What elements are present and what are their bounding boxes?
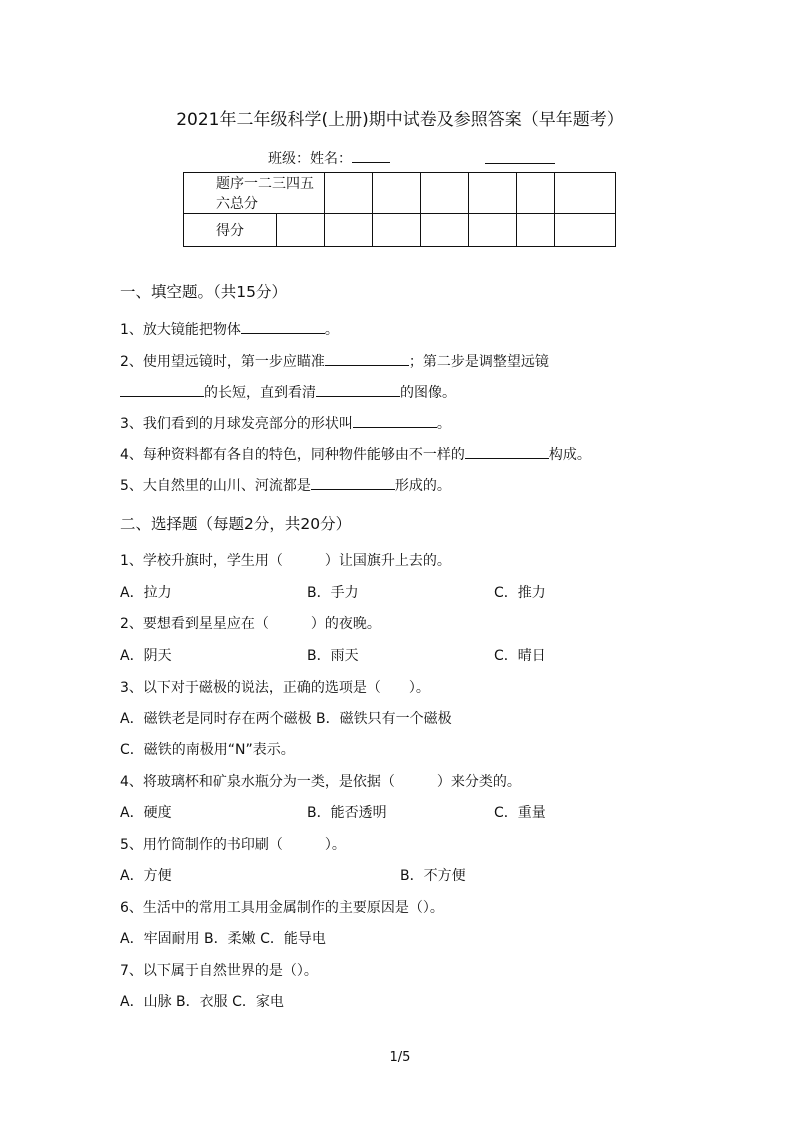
score-input-cell[interactable] bbox=[373, 214, 421, 247]
question-text: 3、我们看到的月球发亮部分的形状叫 bbox=[120, 416, 353, 432]
option-c[interactable]: C．重量 bbox=[494, 805, 546, 821]
option-c[interactable]: C．晴日 bbox=[494, 648, 546, 664]
score-table-score-row bbox=[184, 214, 616, 247]
question-text: 的图像。 bbox=[400, 385, 456, 401]
options-abc[interactable]: A．牢固耐用 B．柔嫩 C．能导电 bbox=[120, 931, 326, 947]
name-label: 姓名： bbox=[310, 151, 352, 167]
option-a[interactable]: A．方便 bbox=[120, 868, 172, 884]
page-number: 1/5 bbox=[389, 1050, 411, 1065]
option-b[interactable]: B．不方便 bbox=[400, 868, 466, 884]
question-text: 。 bbox=[324, 322, 339, 338]
fill-question-1 bbox=[120, 318, 339, 339]
score-cell bbox=[325, 173, 373, 214]
question-text: 形成的。 bbox=[394, 478, 451, 494]
question-text: 1、放大镜能把物体 bbox=[120, 322, 241, 338]
section2-heading: 二、选择题（每题2分，共20分） bbox=[120, 515, 352, 533]
answer-blank[interactable] bbox=[241, 318, 325, 334]
question-text: ；第二步是调整望远镜 bbox=[408, 354, 549, 370]
score-cell bbox=[517, 173, 555, 214]
score-table-header: 题序一二三四五六总分 bbox=[184, 173, 325, 214]
choice-question-2: 2、要想看到星星应在（ ）的夜晚。 bbox=[120, 616, 381, 632]
choice-question-1: 1、学校升旗时，学生用（ ）让国旗升上去的。 bbox=[120, 553, 451, 569]
page-title: 2021年二年级科学(上册)期中试卷及参照答案（早年题考） bbox=[176, 110, 624, 130]
answer-blank[interactable] bbox=[311, 474, 395, 490]
score-row-label: 得分 bbox=[184, 214, 277, 247]
choice-question-6: 6、生活中的常用工具用金属制作的主要原因是（）。 bbox=[120, 900, 444, 916]
answer-blank[interactable] bbox=[325, 350, 409, 366]
score-cell bbox=[373, 173, 421, 214]
section1-heading: 一、填空题。（共15分） bbox=[120, 283, 287, 301]
question-text: 2、使用望远镜时，第一步应瞄准 bbox=[120, 354, 325, 370]
question-text: 5、大自然里的山川、河流都是 bbox=[120, 478, 311, 494]
question-text: 构成。 bbox=[548, 447, 591, 463]
score-input-cell[interactable] bbox=[277, 214, 325, 247]
fill-question-2-cont bbox=[120, 381, 456, 402]
fill-question-2 bbox=[120, 350, 549, 371]
option-b[interactable]: B．能否透明 bbox=[307, 805, 387, 821]
score-table bbox=[183, 172, 616, 247]
option-b[interactable]: B．雨天 bbox=[307, 648, 359, 664]
option-a[interactable]: A．硬度 bbox=[120, 805, 172, 821]
answer-blank[interactable] bbox=[120, 381, 204, 397]
score-input-cell[interactable] bbox=[469, 214, 517, 247]
fill-question-5 bbox=[120, 474, 451, 495]
score-cell bbox=[555, 173, 616, 214]
options-abc[interactable]: A．山脉 B．衣服 C．家电 bbox=[120, 994, 284, 1010]
answer-blank[interactable] bbox=[465, 443, 549, 459]
fill-question-3 bbox=[120, 412, 451, 433]
score-input-cell[interactable] bbox=[325, 214, 373, 247]
score-cell bbox=[421, 173, 469, 214]
option-c[interactable]: C．推力 bbox=[494, 585, 546, 601]
class-blank[interactable] bbox=[485, 148, 555, 164]
choice-question-3: 3、以下对于磁极的说法，正确的选项是（ ）。 bbox=[120, 680, 430, 696]
class-name-line bbox=[268, 148, 390, 168]
choice-question-7: 7、以下属于自然世界的是（）。 bbox=[120, 963, 318, 979]
question-text: 。 bbox=[436, 416, 451, 432]
option-ab[interactable]: A．磁铁老是同时存在两个磁极 B．磁铁只有一个磁极 bbox=[120, 711, 452, 727]
score-table-header-row bbox=[184, 173, 616, 214]
option-a[interactable]: A．拉力 bbox=[120, 585, 172, 601]
score-cell bbox=[469, 173, 517, 214]
option-b[interactable]: B．手力 bbox=[307, 585, 359, 601]
fill-question-4 bbox=[120, 443, 591, 464]
score-input-cell[interactable] bbox=[517, 214, 555, 247]
question-text: 的长短，直到看清 bbox=[204, 385, 316, 401]
score-input-cell[interactable] bbox=[421, 214, 469, 247]
choice-question-5: 5、用竹筒制作的书印刷（ ）。 bbox=[120, 837, 346, 853]
score-input-cell[interactable] bbox=[555, 214, 616, 247]
option-c[interactable]: C．磁铁的南极用“N”表示。 bbox=[120, 742, 295, 758]
answer-blank[interactable] bbox=[353, 412, 437, 428]
option-a[interactable]: A．阴天 bbox=[120, 648, 172, 664]
choice-question-4: 4、将玻璃杯和矿泉水瓶分为一类，是依据（ ）来分类的。 bbox=[120, 774, 521, 790]
name-blank[interactable] bbox=[352, 148, 390, 163]
class-label: 班级： bbox=[268, 151, 310, 167]
question-text: 4、每种资料都有各自的特色，同种物件能够由不一样的 bbox=[120, 447, 465, 463]
answer-blank[interactable] bbox=[316, 381, 400, 397]
